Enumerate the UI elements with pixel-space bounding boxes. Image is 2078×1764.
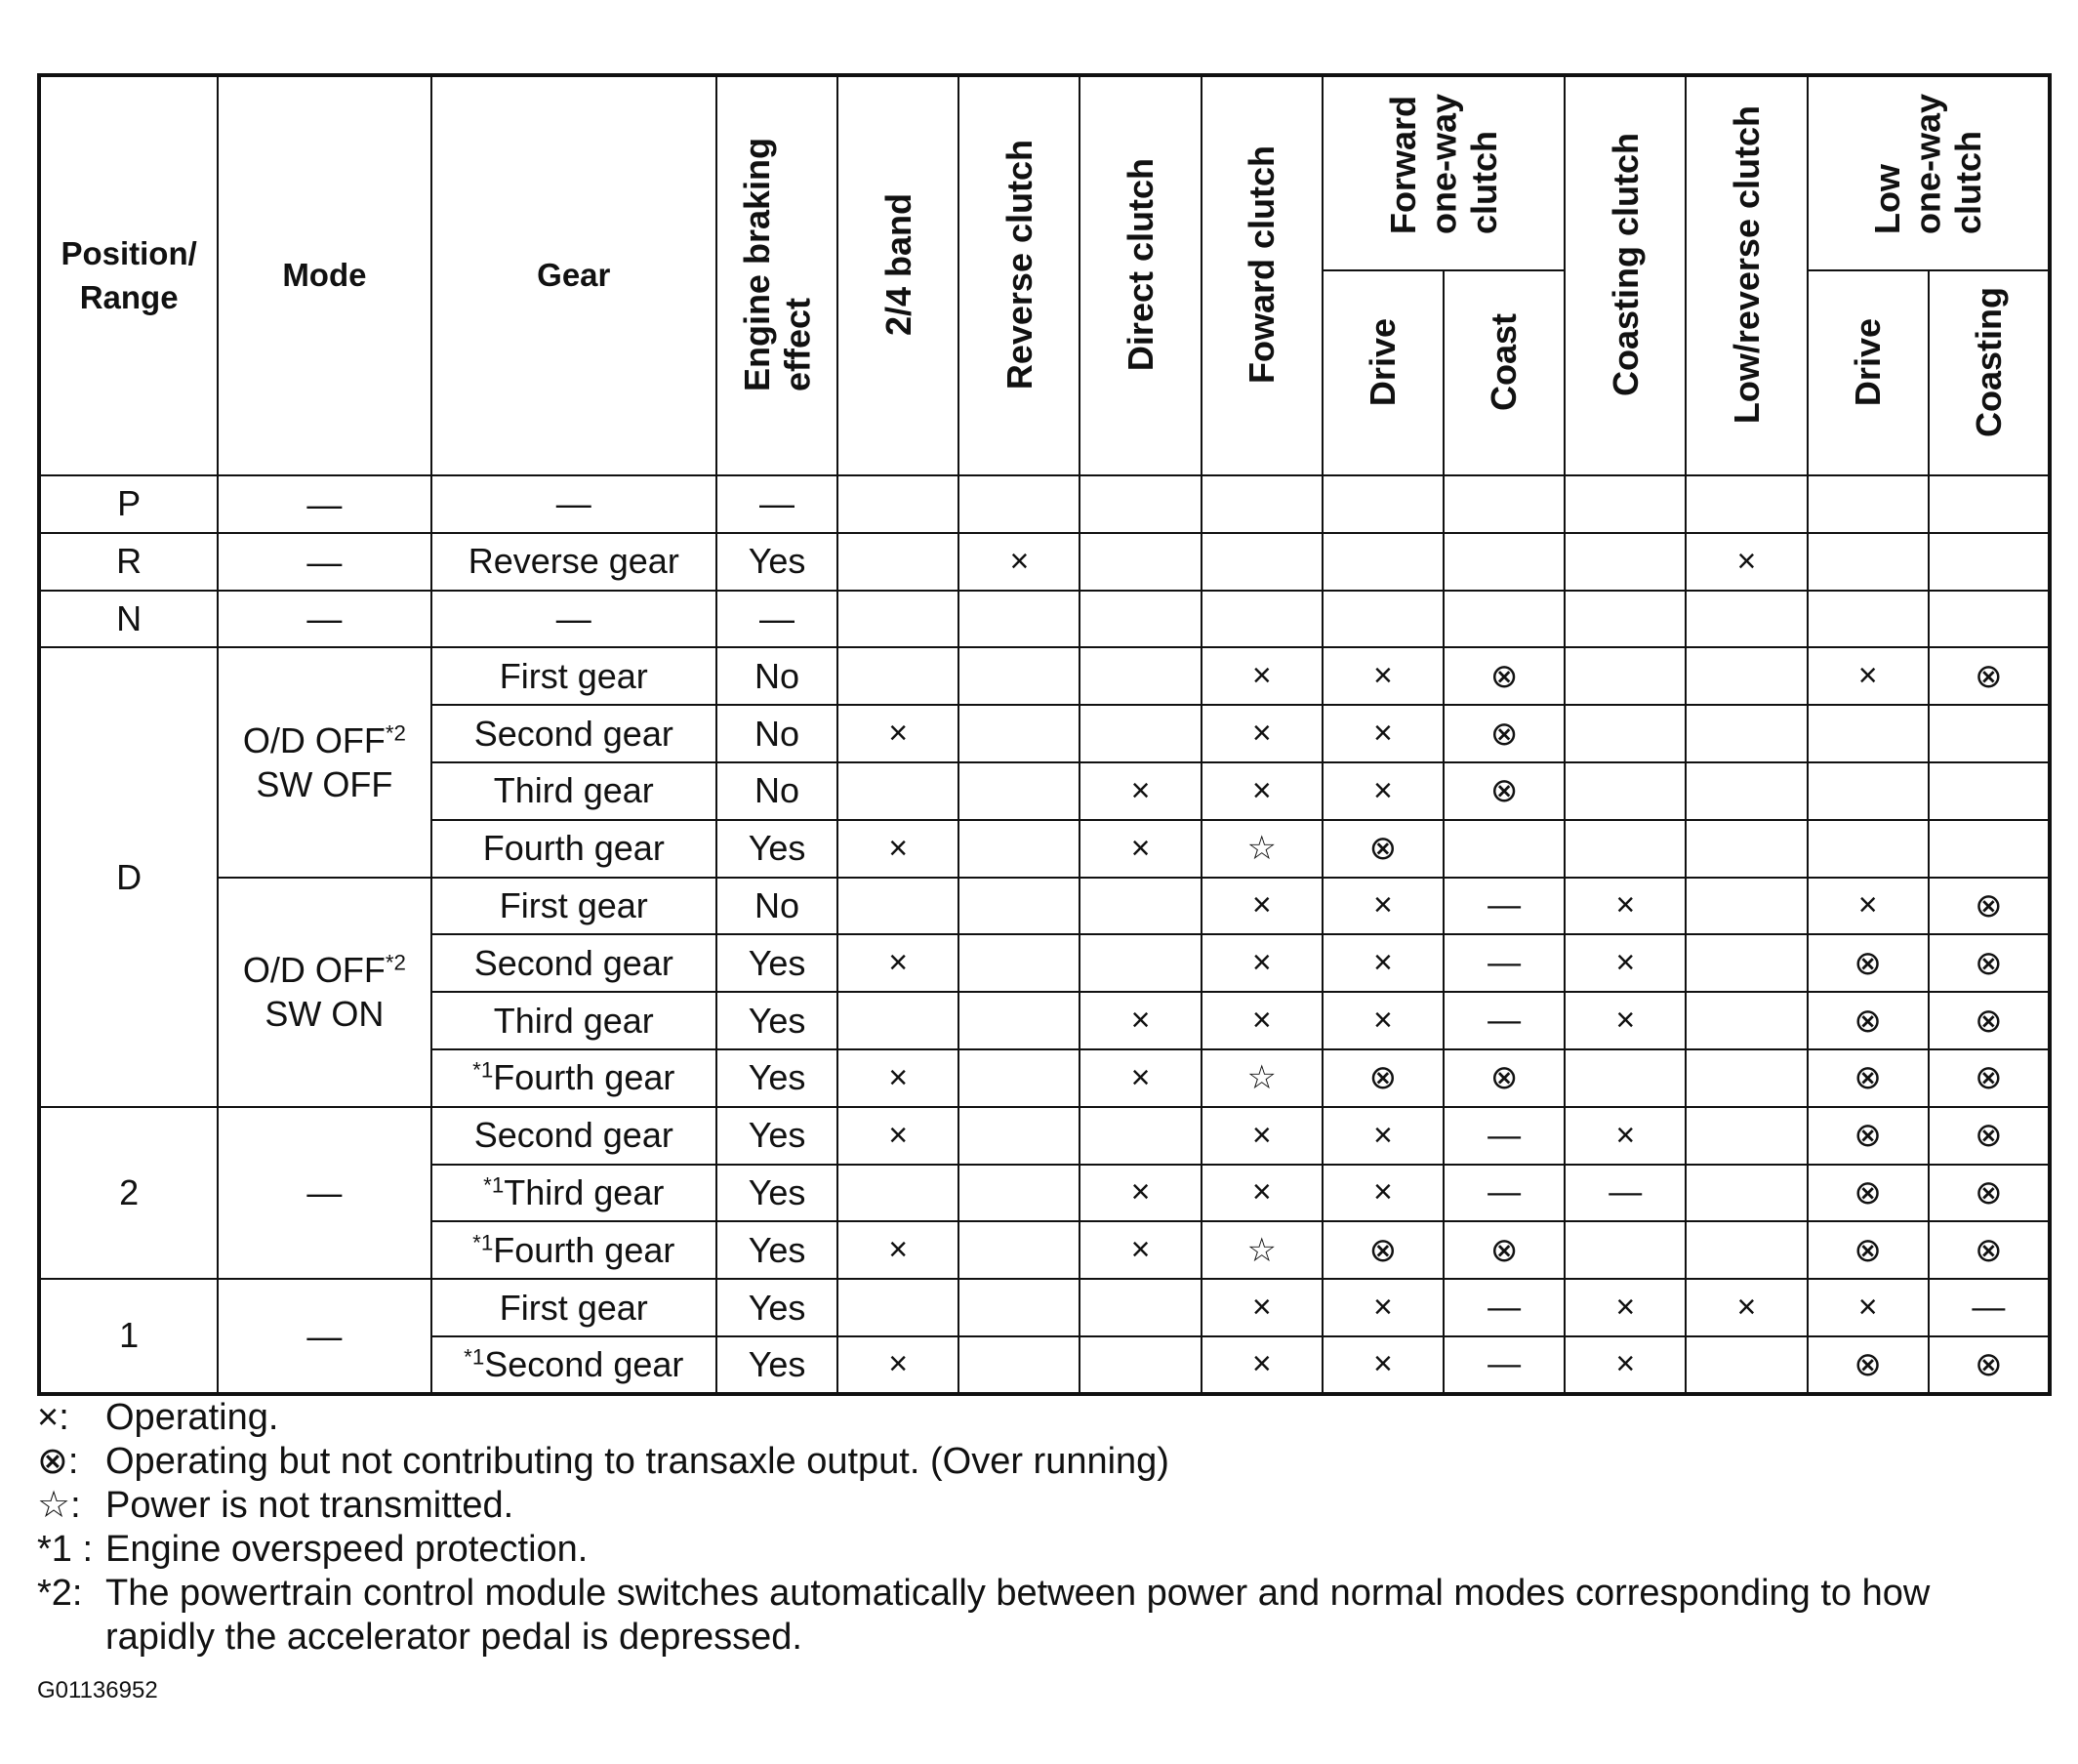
header-lowc-coasting: Coasting bbox=[1929, 270, 2050, 475]
table-header bbox=[39, 75, 2050, 475]
lowc-drive-cell bbox=[1808, 762, 1929, 820]
table-row bbox=[39, 878, 2050, 935]
legend-key: ⊗: bbox=[37, 1441, 79, 1482]
fowc-coast-cell bbox=[1444, 591, 1565, 648]
table-row bbox=[39, 1279, 2050, 1336]
forward-clutch-cell: × bbox=[1202, 647, 1323, 705]
engine-braking-cell: — bbox=[716, 475, 837, 533]
lowc-coasting-cell bbox=[1929, 533, 2050, 591]
legend-key: *2: bbox=[37, 1573, 83, 1614]
reverse-clutch-cell bbox=[958, 705, 1080, 762]
lowc-drive-cell: ⊗ bbox=[1808, 934, 1929, 992]
low-reverse-clutch-cell bbox=[1686, 820, 1807, 878]
lowc-coasting-cell bbox=[1929, 762, 2050, 820]
engine-braking-cell: No bbox=[716, 705, 837, 762]
reverse-clutch-cell bbox=[958, 475, 1080, 533]
direct-clutch-cell bbox=[1080, 934, 1201, 992]
engine-braking-cell: Yes bbox=[716, 1336, 837, 1394]
reverse-clutch-cell bbox=[958, 1049, 1080, 1107]
low-reverse-clutch-cell: × bbox=[1686, 533, 1807, 591]
engine-braking-cell: Yes bbox=[716, 1279, 837, 1336]
low-reverse-clutch-cell bbox=[1686, 1107, 1807, 1165]
lowc-coasting-cell: ⊗ bbox=[1929, 1165, 2050, 1222]
header-position-range: Position/ Range bbox=[39, 75, 218, 475]
position-cell: 2 bbox=[39, 1107, 218, 1279]
fowc-drive-cell: × bbox=[1323, 934, 1444, 992]
low-reverse-clutch-cell bbox=[1686, 475, 1807, 533]
gear-cell bbox=[431, 1279, 716, 1336]
forward-clutch-cell bbox=[1202, 475, 1323, 533]
band-24-cell bbox=[837, 647, 958, 705]
low-reverse-clutch-cell bbox=[1686, 1221, 1807, 1279]
lowc-drive-cell bbox=[1808, 533, 1929, 591]
gear-cell bbox=[431, 475, 716, 533]
direct-clutch-cell bbox=[1080, 878, 1201, 935]
header-low-one-way-clutch: Low one-way clutch bbox=[1808, 75, 2050, 270]
gear-label: Reverse gear bbox=[468, 541, 679, 582]
lowc-drive-cell: ⊗ bbox=[1808, 1336, 1929, 1394]
band-24-cell bbox=[837, 533, 958, 591]
forward-clutch-cell bbox=[1202, 533, 1323, 591]
gear-cell bbox=[431, 705, 716, 762]
fowc-coast-cell bbox=[1444, 820, 1565, 878]
legend-note bbox=[37, 1484, 2048, 1528]
lowc-drive-cell: × bbox=[1808, 647, 1929, 705]
direct-clutch-cell: × bbox=[1080, 1221, 1201, 1279]
mode-cell: — bbox=[218, 1279, 430, 1394]
band-24-cell bbox=[837, 878, 958, 935]
lowc-drive-cell: × bbox=[1808, 1279, 1929, 1336]
band-24-cell bbox=[837, 591, 958, 648]
coasting-clutch-cell bbox=[1565, 591, 1686, 648]
fowc-drive-cell: ⊗ bbox=[1323, 1221, 1444, 1279]
fowc-drive-cell bbox=[1323, 591, 1444, 648]
forward-clutch-cell: × bbox=[1202, 1279, 1323, 1336]
gear-label: Fourth gear bbox=[493, 1057, 675, 1098]
reverse-clutch-cell: × bbox=[958, 533, 1080, 591]
mode-cell: — bbox=[218, 533, 430, 591]
fowc-coast-cell: ⊗ bbox=[1444, 647, 1565, 705]
fowc-coast-cell bbox=[1444, 475, 1565, 533]
coasting-clutch-cell: × bbox=[1565, 992, 1686, 1049]
lowc-coasting-cell: ⊗ bbox=[1929, 1336, 2050, 1394]
fowc-coast-cell: ⊗ bbox=[1444, 762, 1565, 820]
direct-clutch-cell bbox=[1080, 1107, 1201, 1165]
coasting-clutch-cell bbox=[1565, 820, 1686, 878]
coasting-clutch-cell bbox=[1565, 1049, 1686, 1107]
low-reverse-clutch-cell bbox=[1686, 1165, 1807, 1222]
fowc-drive-cell: × bbox=[1323, 762, 1444, 820]
lowc-coasting-cell bbox=[1929, 820, 2050, 878]
fowc-drive-cell: ⊗ bbox=[1323, 820, 1444, 878]
lowc-drive-cell: ⊗ bbox=[1808, 1049, 1929, 1107]
gear-cell bbox=[431, 1165, 716, 1222]
gear-cell bbox=[431, 934, 716, 992]
coasting-clutch-cell bbox=[1565, 705, 1686, 762]
fowc-coast-cell: — bbox=[1444, 1107, 1565, 1165]
lowc-coasting-cell: ⊗ bbox=[1929, 647, 2050, 705]
gear-cell bbox=[431, 1221, 716, 1279]
gear-operation-sheet bbox=[37, 73, 2052, 1396]
legend-text: Engine overspeed protection. bbox=[105, 1529, 589, 1570]
lowc-coasting-cell bbox=[1929, 591, 2050, 648]
table-row bbox=[39, 533, 2050, 591]
gear-cell bbox=[431, 591, 716, 648]
header-engine-braking: Engine braking effect bbox=[716, 75, 837, 475]
header-mode: Mode bbox=[218, 75, 430, 475]
engine-braking-cell: Yes bbox=[716, 1221, 837, 1279]
lowc-drive-cell: ⊗ bbox=[1808, 1107, 1929, 1165]
gear-label: Third gear bbox=[504, 1171, 665, 1212]
band-24-cell bbox=[837, 1279, 958, 1336]
legend-key: ☆: bbox=[37, 1485, 81, 1526]
header-coasting-clutch: Coasting clutch bbox=[1565, 75, 1686, 475]
gear-cell bbox=[431, 820, 716, 878]
forward-clutch-cell: × bbox=[1202, 934, 1323, 992]
engine-braking-cell: Yes bbox=[716, 1165, 837, 1222]
gear-cell bbox=[431, 647, 716, 705]
mode-cell: — bbox=[218, 1107, 430, 1279]
low-reverse-clutch-cell bbox=[1686, 762, 1807, 820]
forward-clutch-cell: ☆ bbox=[1202, 1221, 1323, 1279]
gear-label: First gear bbox=[499, 1287, 648, 1328]
table-body bbox=[39, 475, 2050, 1394]
reverse-clutch-cell bbox=[958, 647, 1080, 705]
gear-label: Fourth gear bbox=[482, 828, 665, 869]
lowc-drive-cell bbox=[1808, 591, 1929, 648]
position-cell: N bbox=[39, 591, 218, 648]
forward-clutch-cell: ☆ bbox=[1202, 820, 1323, 878]
mode-cell: — bbox=[218, 475, 430, 533]
fowc-coast-cell: — bbox=[1444, 1165, 1565, 1222]
lowc-coasting-cell bbox=[1929, 475, 2050, 533]
fowc-coast-cell: — bbox=[1444, 878, 1565, 935]
band-24-cell bbox=[837, 762, 958, 820]
lowc-coasting-cell: ⊗ bbox=[1929, 1049, 2050, 1107]
band-24-cell: × bbox=[837, 934, 958, 992]
gear-cell bbox=[431, 1049, 716, 1107]
mode-cell: — bbox=[218, 591, 430, 648]
reverse-clutch-cell bbox=[958, 1221, 1080, 1279]
direct-clutch-cell: × bbox=[1080, 1165, 1201, 1222]
gear-cell bbox=[431, 533, 716, 591]
header-fowc-coast: Coast bbox=[1444, 270, 1565, 475]
band-24-cell bbox=[837, 1165, 958, 1222]
legend-note bbox=[37, 1440, 2048, 1484]
lowc-drive-cell: ⊗ bbox=[1808, 1165, 1929, 1222]
coasting-clutch-cell: × bbox=[1565, 1336, 1686, 1394]
engine-braking-cell: Yes bbox=[716, 1049, 837, 1107]
fowc-drive-cell: × bbox=[1323, 705, 1444, 762]
direct-clutch-cell bbox=[1080, 647, 1201, 705]
coasting-clutch-cell bbox=[1565, 762, 1686, 820]
gear-label: Third gear bbox=[493, 1000, 654, 1041]
gear-label: Second gear bbox=[473, 713, 673, 754]
engine-braking-cell: Yes bbox=[716, 934, 837, 992]
header-fowc-drive: Drive bbox=[1323, 270, 1444, 475]
lowc-coasting-cell: ⊗ bbox=[1929, 992, 2050, 1049]
footnote-mark: *1 bbox=[472, 1230, 494, 1255]
legend-note bbox=[37, 1396, 2048, 1440]
reverse-clutch-cell bbox=[958, 1107, 1080, 1165]
fowc-coast-cell: ⊗ bbox=[1444, 1049, 1565, 1107]
forward-clutch-cell: × bbox=[1202, 705, 1323, 762]
forward-clutch-cell: × bbox=[1202, 1165, 1323, 1222]
direct-clutch-cell bbox=[1080, 1279, 1201, 1336]
coasting-clutch-cell: × bbox=[1565, 1279, 1686, 1336]
legend-text: Operating. bbox=[105, 1397, 279, 1438]
legend-key: ×: bbox=[37, 1397, 69, 1438]
coasting-clutch-cell: × bbox=[1565, 934, 1686, 992]
fowc-drive-cell: × bbox=[1323, 1165, 1444, 1222]
footnote-mark: *1 bbox=[464, 1344, 485, 1370]
forward-clutch-cell: ☆ bbox=[1202, 1049, 1323, 1107]
header-direct-clutch: Direct clutch bbox=[1080, 75, 1201, 475]
header-gear: Gear bbox=[431, 75, 716, 475]
gear-label: Third gear bbox=[493, 770, 654, 811]
lowc-coasting-cell: ⊗ bbox=[1929, 1107, 2050, 1165]
gear-label: — bbox=[555, 483, 591, 524]
legend-text: Operating but not contributing to transaxle output. (Over running) bbox=[105, 1441, 1169, 1482]
band-24-cell: × bbox=[837, 705, 958, 762]
low-reverse-clutch-cell bbox=[1686, 1049, 1807, 1107]
band-24-cell: × bbox=[837, 1107, 958, 1165]
coasting-clutch-cell: × bbox=[1565, 878, 1686, 935]
fowc-drive-cell: × bbox=[1323, 647, 1444, 705]
mode-cell bbox=[218, 647, 430, 877]
coasting-clutch-cell: — bbox=[1565, 1165, 1686, 1222]
coasting-clutch-cell bbox=[1565, 647, 1686, 705]
gear-label: Fourth gear bbox=[493, 1229, 675, 1270]
low-reverse-clutch-cell bbox=[1686, 705, 1807, 762]
gear-label: Second gear bbox=[473, 942, 673, 983]
table-row bbox=[39, 1107, 2050, 1165]
fowc-coast-cell: — bbox=[1444, 1336, 1565, 1394]
reverse-clutch-cell bbox=[958, 1165, 1080, 1222]
header-reverse-clutch: Reverse clutch bbox=[958, 75, 1080, 475]
mode-cell bbox=[218, 878, 430, 1107]
legend-note bbox=[37, 1528, 2048, 1572]
direct-clutch-cell bbox=[1080, 1336, 1201, 1394]
low-reverse-clutch-cell bbox=[1686, 992, 1807, 1049]
gear-label: Second gear bbox=[473, 1115, 673, 1156]
lowc-drive-cell: × bbox=[1808, 878, 1929, 935]
forward-clutch-cell: × bbox=[1202, 992, 1323, 1049]
engine-braking-cell: Yes bbox=[716, 992, 837, 1049]
direct-clutch-cell bbox=[1080, 475, 1201, 533]
low-reverse-clutch-cell bbox=[1686, 1336, 1807, 1394]
reverse-clutch-cell bbox=[958, 878, 1080, 935]
lowc-coasting-cell: ⊗ bbox=[1929, 878, 2050, 935]
direct-clutch-cell: × bbox=[1080, 1049, 1201, 1107]
gear-label: — bbox=[555, 597, 591, 638]
direct-clutch-cell bbox=[1080, 705, 1201, 762]
table-row bbox=[39, 475, 2050, 533]
coasting-clutch-cell bbox=[1565, 533, 1686, 591]
legend-text: Power is not transmitted. bbox=[105, 1485, 514, 1526]
reverse-clutch-cell bbox=[958, 992, 1080, 1049]
reverse-clutch-cell bbox=[958, 934, 1080, 992]
forward-clutch-cell: × bbox=[1202, 1336, 1323, 1394]
legend-key: *1 : bbox=[37, 1529, 94, 1570]
forward-clutch-cell: × bbox=[1202, 762, 1323, 820]
gear-cell bbox=[431, 878, 716, 935]
reverse-clutch-cell bbox=[958, 591, 1080, 648]
figure-id: G01136952 bbox=[37, 1677, 158, 1703]
mode-state: SW OFF bbox=[256, 763, 393, 804]
header-forward-clutch: Foward clutch bbox=[1202, 75, 1323, 475]
header-24-band: 2/4 band bbox=[837, 75, 958, 475]
position-cell: R bbox=[39, 533, 218, 591]
lowc-drive-cell: ⊗ bbox=[1808, 1221, 1929, 1279]
fowc-drive-cell: × bbox=[1323, 1279, 1444, 1336]
fowc-drive-cell: × bbox=[1323, 878, 1444, 935]
engine-braking-cell: Yes bbox=[716, 820, 837, 878]
lowc-coasting-cell: — bbox=[1929, 1279, 2050, 1336]
reverse-clutch-cell bbox=[958, 1336, 1080, 1394]
engine-braking-cell: No bbox=[716, 762, 837, 820]
footnote-mark: *2 bbox=[385, 720, 406, 746]
engine-braking-cell: Yes bbox=[716, 1107, 837, 1165]
lowc-coasting-cell: ⊗ bbox=[1929, 934, 2050, 992]
position-cell: 1 bbox=[39, 1279, 218, 1394]
fowc-coast-cell bbox=[1444, 533, 1565, 591]
position-cell: P bbox=[39, 475, 218, 533]
footnote-mark: *1 bbox=[472, 1058, 494, 1084]
fowc-drive-cell bbox=[1323, 533, 1444, 591]
direct-clutch-cell: × bbox=[1080, 762, 1201, 820]
coasting-clutch-cell: × bbox=[1565, 1107, 1686, 1165]
gear-cell bbox=[431, 992, 716, 1049]
fowc-coast-cell: — bbox=[1444, 934, 1565, 992]
gear-cell bbox=[431, 1336, 716, 1394]
forward-clutch-cell: × bbox=[1202, 1107, 1323, 1165]
table-row bbox=[39, 591, 2050, 648]
lowc-drive-cell bbox=[1808, 820, 1929, 878]
header-forward-one-way-clutch: Forward one-way clutch bbox=[1323, 75, 1565, 270]
low-reverse-clutch-cell bbox=[1686, 647, 1807, 705]
fowc-drive-cell: ⊗ bbox=[1323, 1049, 1444, 1107]
band-24-cell: × bbox=[837, 1221, 958, 1279]
fowc-drive-cell bbox=[1323, 475, 1444, 533]
fowc-coast-cell: — bbox=[1444, 1279, 1565, 1336]
legend-text: The powertrain control module switches automatically between power and normal modes corresponding to how rapidly the accelerator pedal is depressed. bbox=[105, 1573, 1931, 1658]
gear-label: First gear bbox=[499, 884, 648, 925]
reverse-clutch-cell bbox=[958, 762, 1080, 820]
reverse-clutch-cell bbox=[958, 820, 1080, 878]
lowc-drive-cell: ⊗ bbox=[1808, 992, 1929, 1049]
table-row bbox=[39, 647, 2050, 705]
fowc-coast-cell: ⊗ bbox=[1444, 705, 1565, 762]
lowc-drive-cell bbox=[1808, 705, 1929, 762]
gear-label: First gear bbox=[499, 655, 648, 696]
lowc-coasting-cell: ⊗ bbox=[1929, 1221, 2050, 1279]
low-reverse-clutch-cell bbox=[1686, 591, 1807, 648]
direct-clutch-cell: × bbox=[1080, 820, 1201, 878]
band-24-cell: × bbox=[837, 1049, 958, 1107]
direct-clutch-cell bbox=[1080, 533, 1201, 591]
mode-state: SW ON bbox=[265, 994, 385, 1035]
coasting-clutch-cell bbox=[1565, 475, 1686, 533]
engine-braking-cell: — bbox=[716, 591, 837, 648]
legend-note bbox=[37, 1572, 2048, 1660]
header-lowc-drive: Drive bbox=[1808, 270, 1929, 475]
mode-label: O/D OFF bbox=[242, 719, 386, 760]
gear-cell bbox=[431, 762, 716, 820]
legend-notes bbox=[37, 1396, 2048, 1660]
fowc-drive-cell: × bbox=[1323, 1336, 1444, 1394]
fowc-coast-cell: ⊗ bbox=[1444, 1221, 1565, 1279]
direct-clutch-cell bbox=[1080, 591, 1201, 648]
gear-label: Second gear bbox=[484, 1343, 684, 1384]
fowc-coast-cell: — bbox=[1444, 992, 1565, 1049]
reverse-clutch-cell bbox=[958, 1279, 1080, 1336]
direct-clutch-cell: × bbox=[1080, 992, 1201, 1049]
footnote-mark: *1 bbox=[483, 1172, 505, 1198]
engine-braking-cell: No bbox=[716, 647, 837, 705]
coasting-clutch-cell bbox=[1565, 1221, 1686, 1279]
low-reverse-clutch-cell bbox=[1686, 878, 1807, 935]
engine-braking-cell: Yes bbox=[716, 533, 837, 591]
forward-clutch-cell: × bbox=[1202, 878, 1323, 935]
mode-label: O/D OFF bbox=[242, 950, 386, 991]
low-reverse-clutch-cell bbox=[1686, 934, 1807, 992]
engine-braking-cell: No bbox=[716, 878, 837, 935]
position-cell: D bbox=[39, 647, 218, 1106]
fowc-drive-cell: × bbox=[1323, 1107, 1444, 1165]
footnote-mark: *2 bbox=[385, 950, 406, 975]
band-24-cell bbox=[837, 475, 958, 533]
lowc-drive-cell bbox=[1808, 475, 1929, 533]
gear-cell bbox=[431, 1107, 716, 1165]
fowc-drive-cell: × bbox=[1323, 992, 1444, 1049]
operation-table bbox=[37, 73, 2052, 1396]
band-24-cell: × bbox=[837, 1336, 958, 1394]
band-24-cell bbox=[837, 992, 958, 1049]
band-24-cell: × bbox=[837, 820, 958, 878]
low-reverse-clutch-cell: × bbox=[1686, 1279, 1807, 1336]
forward-clutch-cell bbox=[1202, 591, 1323, 648]
lowc-coasting-cell bbox=[1929, 705, 2050, 762]
header-low-reverse-clutch: Low/reverse clutch bbox=[1686, 75, 1807, 475]
